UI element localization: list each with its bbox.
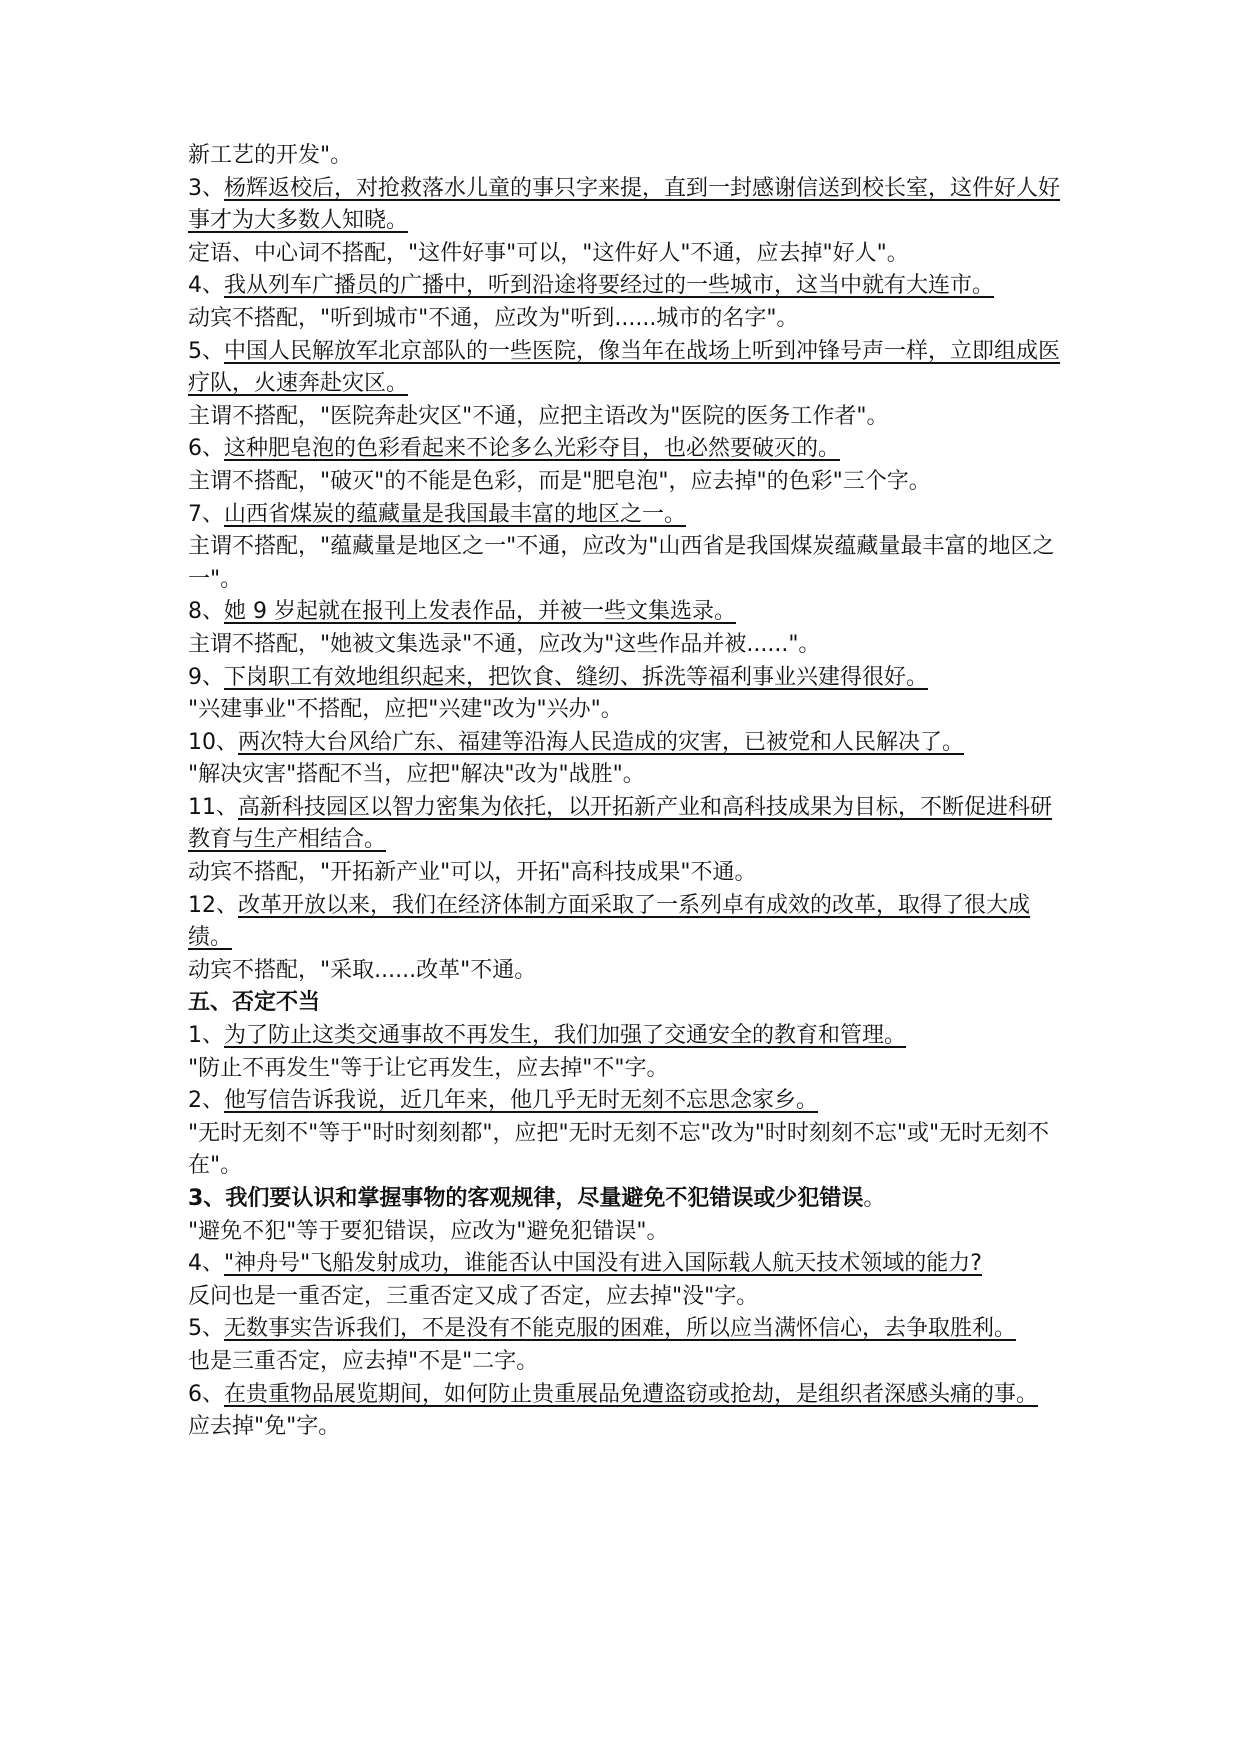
explanation-text: "解决灾害"搭配不当，应把"解决"改为"战胜"。	[188, 762, 645, 788]
item-number: 11、	[188, 794, 238, 820]
document-page	[188, 140, 1060, 1444]
sentence-tail: 。	[863, 1186, 886, 1211]
sentence-text: 在贵重物品展览期间，如何防止贵重展品免遭盗窃或抢劫，是组织者深感头痛的事。	[224, 1381, 1039, 1407]
sentence-text: 我从列车广播员的广播中，听到沿途将要经过的一些城市，这当中就有大连市。	[224, 273, 995, 299]
sentence-text: 这种肥皂泡的色彩看起来不论多么光彩夺目，也必然要破灭的。	[224, 436, 841, 462]
item-number: 6、	[188, 1381, 224, 1407]
explanation-text: 定语、中心词不搭配，"这件好事"可以，"这件好人"不通，应去掉"好人"。	[188, 240, 909, 266]
sentence-text: 山西省煤炭的蕴藏量是我国最丰富的地区之一。	[224, 501, 687, 527]
sentence-text: 她 9 岁起就在报刊上发表作品，并被一些文集选录。	[224, 599, 736, 625]
example-sentence	[188, 1248, 1060, 1281]
sentence-text: 中国人民解放军北京部队的一些医院，像当年在战场上听到冲锋号声一样，立即组成医疗队，火速奔赴灾区。	[188, 338, 1061, 397]
example-sentence	[188, 270, 1060, 303]
example-sentence	[188, 336, 1060, 401]
explanation-text: 主谓不搭配，"医院奔赴灾区"不通，应把主语改为"医院的医务工作者"。	[188, 403, 889, 429]
explanation-text: 主谓不搭配，"破灭"的不能是色彩，而是"肥皂泡"，应去掉"的色彩"三个字。	[188, 468, 931, 494]
example-sentence	[188, 890, 1060, 955]
sentence-text: 两次特大台风给广东、福建等沿海人民造成的灾害，已被党和人民解决了。	[238, 729, 965, 755]
sentence-text: 高新科技园区以智力密集为依托，以开拓新产业和高科技成果为目标，不断促进科研教育与生产相结合。	[188, 794, 1053, 853]
example-sentence	[188, 596, 1060, 629]
example-sentence	[188, 173, 1060, 238]
item-number: 6、	[188, 436, 224, 462]
example-sentence	[188, 727, 1060, 760]
explanation-text: 新工艺的开发"。	[188, 143, 353, 168]
example-sentence	[188, 792, 1060, 857]
item-number: 4、	[188, 1251, 224, 1277]
item-number: 9、	[188, 664, 224, 690]
sentence-text: "神舟号"飞船发射成功，谁能否认中国没有进入国际载人航天技术领域的能力?	[224, 1251, 982, 1277]
item-number: 8、	[188, 599, 224, 625]
sentence-text: 无数事实告诉我们，不是没有不能克服的困难，所以应当满怀信心，去争取胜利。	[224, 1316, 1017, 1342]
sentence-text: 我们要认识和掌握事物的客观规律，尽量避免不犯错误或少犯错误	[225, 1186, 864, 1211]
example-sentence	[188, 1020, 1060, 1053]
explanation-text: "防止不再发生"等于让它再发生，应去掉"不"字。	[188, 1055, 669, 1081]
item-number: 3、	[188, 1186, 226, 1211]
item-number: 1、	[188, 1023, 224, 1049]
explanation-text: "无时无刻不"等于"时时刻刻都"，应把"无时无刻不忘"改为"时时刻刻不忘"或"无时无刻不在"。	[188, 1120, 1050, 1179]
item-number: 3、	[188, 175, 224, 201]
item-number: 5、	[188, 1316, 224, 1342]
explanation-text: 主谓不搭配，"蕴藏量是地区之一"不通，应改为"山西省是我国煤炭蕴藏量最丰富的地区之一"。	[188, 534, 1055, 592]
explanation-text: 应去掉"免"字。	[188, 1414, 341, 1440]
explanation-text: 动宾不搭配，"听到城市"不通，应改为"听到......城市的名字"。	[188, 305, 799, 331]
example-sentence	[188, 1313, 1060, 1346]
item-number: 2、	[188, 1088, 224, 1114]
example-sentence	[188, 1183, 1060, 1216]
example-sentence	[188, 1379, 1060, 1412]
example-sentence	[188, 1085, 1060, 1118]
explanation-text: 动宾不搭配，"采取......改革"不通。	[188, 957, 537, 983]
explanation-text: 主谓不搭配，"她被文集选录"不通，应改为"这些作品并被......"。	[188, 631, 821, 657]
explanation-text: "避免不犯"等于要犯错误，应改为"避免犯错误"。	[188, 1218, 669, 1244]
sentence-text: 他写信告诉我说，近几年来，他几乎无时无刻不忘思念家乡。	[224, 1088, 819, 1114]
explanation-text: 也是三重否定，应去掉"不是"二字。	[188, 1348, 539, 1374]
explanation-text: 动宾不搭配，"开拓新产业"可以，开拓"高科技成果"不通。	[188, 860, 757, 886]
example-sentence	[188, 662, 1060, 695]
section-heading: 五、否定不当	[188, 990, 321, 1016]
item-number: 12、	[188, 892, 238, 918]
example-sentence	[188, 433, 1060, 466]
sentence-text: 杨辉返校后，对抢救落水儿童的事只字来提，直到一封感谢信送到校长室，这件好人好事才为大多数人知晓。	[188, 175, 1061, 234]
sentence-text: 下岗职工有效地组织起来，把饮食、缝纫、拆洗等福利事业兴建得很好。	[224, 664, 929, 690]
item-number: 10、	[188, 729, 238, 755]
item-number: 4、	[188, 273, 224, 299]
explanation-text: "兴建事业"不搭配，应把"兴建"改为"兴办"。	[188, 697, 623, 723]
explanation-text: 反问也是一重否定，三重否定又成了否定，应去掉"没"字。	[188, 1283, 759, 1309]
sentence-text: 为了防止这类交通事故不再发生，我们加强了交通安全的教育和管理。	[224, 1023, 907, 1049]
item-number: 7、	[188, 501, 224, 527]
sentence-text: 改革开放以来，我们在经济体制方面采取了一系列卓有成效的改革，取得了很大成绩。	[188, 892, 1031, 951]
item-number: 5、	[188, 338, 224, 364]
example-sentence	[188, 499, 1060, 532]
